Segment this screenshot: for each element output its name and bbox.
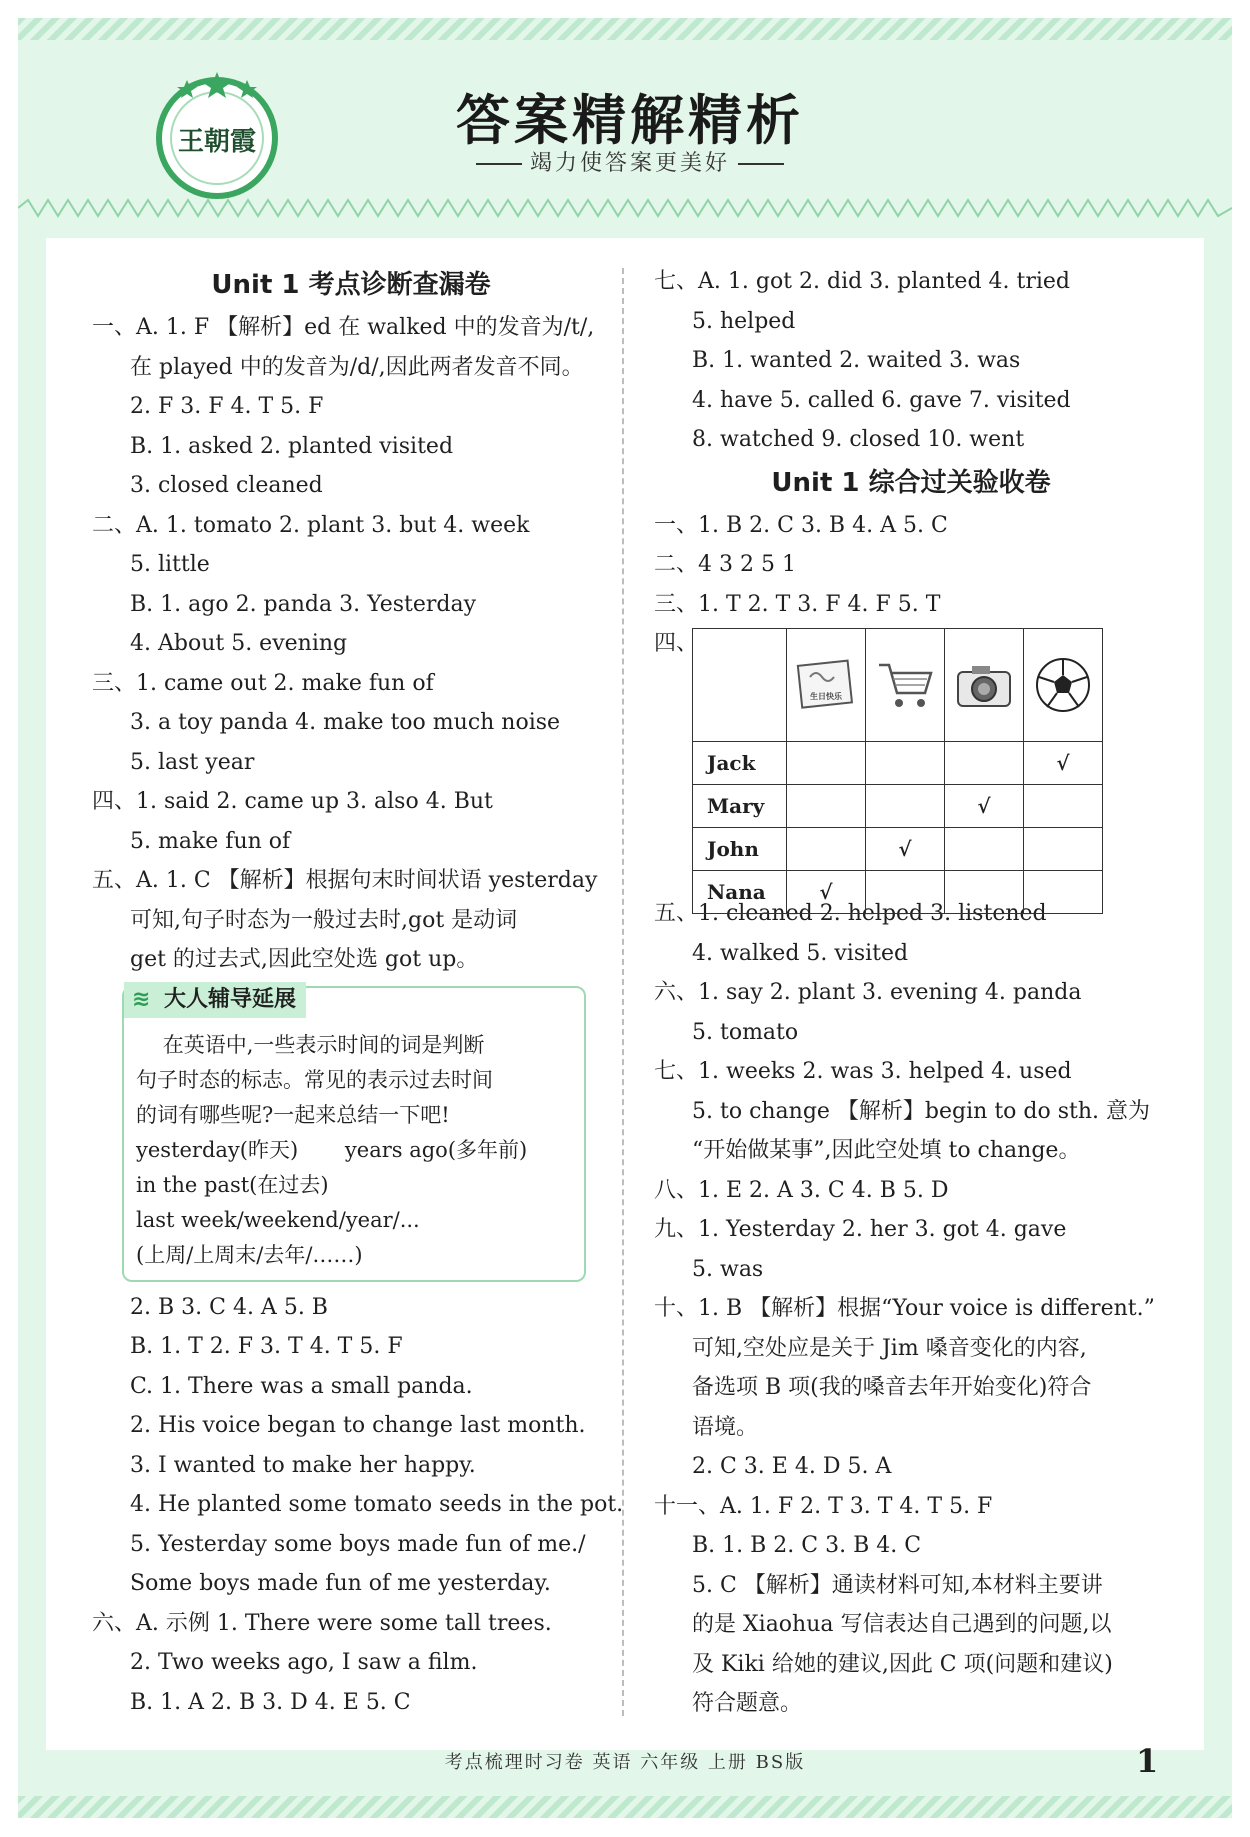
check-cell [1024, 871, 1103, 914]
svg-text:生日快乐: 生日快乐 [810, 691, 842, 701]
answer-line: 3. I wanted to make her happy. [130, 1452, 476, 1478]
answer-line: 5. to change 【解析】begin to do sth. 意为 [692, 1098, 1151, 1124]
table-corner [693, 629, 787, 742]
table-row [693, 742, 1103, 785]
answer-line: 在 played 中的发音为/d/,因此两者发音不同。 [130, 354, 584, 380]
page-number: 1 [1136, 1742, 1159, 1780]
answer-line: 4. He planted some tomato seeds in the pot. [130, 1492, 624, 1517]
wave-icon: ≋ [132, 986, 151, 1012]
answer-line: 的是 Xiaohua 写信表达自己遇到的问题,以 [692, 1612, 1112, 1637]
answer-line: 5. last year [130, 749, 255, 775]
answer-line: B. 1. wanted 2. waited 3. was [692, 348, 1021, 373]
answer-line: 三、1. came out 2. make fun of [92, 670, 434, 696]
answer-line: 十一、A. 1. F 2. T 3. T 4. T 5. F [654, 1493, 993, 1519]
page-footer: 考点梳理时习卷 英语 六年级 上册 BS版 [444, 1752, 806, 1773]
camera-icon [954, 660, 1014, 710]
tip-line: last week/weekend/year/... [136, 1207, 420, 1232]
tip-body [136, 1028, 574, 1273]
card-cell [787, 629, 866, 742]
check-cell: √ [787, 871, 866, 914]
answer-line: 五、1. cleaned 2. helped 3. listened [654, 901, 1047, 926]
answer-line: 2. B 3. C 4. A 5. B [130, 1294, 328, 1320]
answer-line: 5. Yesterday some boys made fun of me./ [130, 1531, 586, 1557]
answer-line: get 的过去式,因此空处选 got up。 [130, 947, 479, 972]
answer-line: 5. tomato [692, 1019, 799, 1045]
check-cell [866, 871, 945, 914]
check-cell [1024, 785, 1103, 828]
answer-line: 3. a toy panda 4. make too much noise [130, 710, 561, 735]
table-row [693, 828, 1103, 871]
tip-line: 句子时态的标志。常见的表示过去时间 [136, 1067, 493, 1092]
check-cell [787, 828, 866, 871]
tip-line: in the past(在过去) [136, 1172, 329, 1197]
answer-line: 十、1. B 【解析】根据“Your voice is different.” [654, 1296, 1155, 1321]
answer-line: 2. F 3. F 4. T 5. F [130, 394, 324, 419]
answer-list-right-3 [654, 894, 1168, 1724]
table-row [693, 871, 1103, 914]
check-cell [1024, 828, 1103, 871]
cart-cell [866, 629, 945, 742]
answer-line: 5. C 【解析】通读材料可知,本材料主要讲 [692, 1572, 1103, 1598]
check-cell: √ [1024, 742, 1103, 785]
left-column [92, 262, 624, 1722]
top-stripe [18, 18, 1232, 40]
table-row [693, 785, 1103, 828]
football-icon [1033, 655, 1093, 715]
answer-line: 4. About 5. evening [130, 631, 348, 656]
section-title-unit1-diagnosis: Unit 1 考点诊断查漏卷 [211, 270, 491, 300]
answer-line: 5. make fun of [130, 828, 291, 854]
answer-line: 5. was [692, 1256, 764, 1282]
answer-line: C. 1. There was a small panda. [130, 1373, 473, 1399]
row-name: Mary [693, 785, 787, 828]
row-name: John [693, 828, 787, 871]
camera-cell [945, 629, 1024, 742]
row-name: Nana [693, 871, 787, 914]
answer-line: 二、4 3 2 5 1 [654, 552, 796, 577]
svg-text:王朝霞: 王朝霞 [177, 127, 257, 157]
answer-line: 4. have 5. called 6. gave 7. visited [692, 387, 1071, 413]
answer-line: 3. closed cleaned [130, 473, 323, 498]
check-cell [945, 828, 1024, 871]
answer-line: B. 1. A 2. B 3. D 4. E 5. C [130, 1689, 411, 1715]
answer-line: “开始做某事”,因此空处填 to change。 [692, 1138, 1081, 1163]
matching-table-block [654, 624, 1168, 904]
matching-table [692, 628, 1103, 914]
table-header-row [693, 629, 1103, 742]
answer-line: 4. walked 5. visited [692, 940, 909, 966]
answer-line: 六、A. 示例 1. There were some tall trees. [92, 1610, 552, 1636]
zigzag-top [18, 198, 1232, 218]
answer-line: 七、A. 1. got 2. did 3. planted 4. tried [654, 269, 1071, 294]
tip-line: 在英语中,一些表示时间的词是判断 [136, 1032, 485, 1057]
answer-line: 一、A. 1. F 【解析】ed 在 walked 中的发音为/t/, [92, 315, 595, 340]
tip-line: (上周/上周末/去年/……) [136, 1242, 363, 1267]
table-lead: 四、 [654, 631, 699, 656]
answer-line: 2. C 3. E 4. D 5. A [692, 1454, 892, 1479]
answer-line: 5. helped [692, 308, 796, 334]
answer-line: B. 1. asked 2. planted visited [130, 433, 454, 459]
tip-title-text: 大人辅导延展 [164, 986, 297, 1012]
check-cell [866, 785, 945, 828]
brand-logo [152, 70, 282, 200]
answer-line: 三、1. T 2. T 3. F 4. F 5. T [654, 591, 941, 617]
answer-line: 可知,空处应是关于 Jim 嗓音变化的内容, [692, 1335, 1087, 1361]
check-cell: √ [945, 785, 1024, 828]
answer-list-left [92, 308, 610, 980]
answer-line: 四、1. said 2. came up 3. also 4. But [92, 789, 493, 814]
check-cell: √ [866, 828, 945, 871]
row-name: Jack [693, 742, 787, 785]
bottom-stripe [18, 1796, 1232, 1818]
tip-title [124, 982, 306, 1018]
answer-line: 5. little [130, 552, 210, 577]
answer-line: Some boys made fun of me yesterday. [130, 1571, 551, 1596]
answer-list-left-2 [92, 1288, 624, 1723]
answer-line: 六、1. say 2. plant 3. evening 4. panda [654, 980, 1082, 1005]
answer-line: B. 1. T 2. F 3. T 4. T 5. F [130, 1334, 403, 1359]
answer-line: B. 1. ago 2. panda 3. Yesterday [130, 591, 477, 617]
answer-line: 2. His voice began to change last month. [130, 1413, 586, 1438]
tip-line: yesterday(昨天) years ago(多年前) [136, 1137, 528, 1162]
answer-line: 可知,句子时态为一般过去时,got 是动词 [130, 907, 518, 933]
answer-line: 语境。 [692, 1414, 759, 1440]
answer-line: 九、1. Yesterday 2. her 3. got 4. gave [654, 1217, 1067, 1242]
answer-line: 及 Kiki 给她的建议,因此 C 项(问题和建议) [692, 1651, 1113, 1677]
check-cell [945, 742, 1024, 785]
answer-line: 备选项 B 项(我的嗓音去年开始变化)符合 [692, 1375, 1092, 1400]
answer-line: 二、A. 1. tomato 2. plant 3. but 4. week [92, 512, 530, 538]
answer-line: 符合题意。 [692, 1691, 803, 1716]
page-subtitle: 竭力使答案更美好 [440, 146, 820, 177]
answer-line: 一、1. B 2. C 3. B 4. A 5. C [654, 512, 948, 538]
ball-cell [1024, 629, 1103, 742]
tip-box [122, 986, 586, 1282]
answer-line: B. 1. B 2. C 3. B 4. C [692, 1533, 922, 1558]
answer-list-right-2 [654, 506, 1168, 625]
page-title: 答案精解精析 [456, 89, 804, 152]
section-title-unit1-review: Unit 1 综合过关验收卷 [771, 467, 1051, 498]
right-column [654, 262, 1168, 1724]
answer-list-right [654, 262, 1168, 460]
answer-line: 八、1. E 2. A 3. C 4. B 5. D [654, 1177, 949, 1203]
answer-line: 五、A. 1. C 【解析】根据句末时间状语 yesterday [92, 868, 598, 893]
answer-line: 2. Two weeks ago, I saw a film. [130, 1650, 478, 1675]
check-cell [945, 871, 1024, 914]
check-cell [787, 785, 866, 828]
check-cell [866, 742, 945, 785]
answer-line: 七、1. weeks 2. was 3. helped 4. used [654, 1059, 1072, 1084]
tip-line: 的词有哪些呢?一起来总结一下吧! [136, 1102, 450, 1127]
shopping-cart-icon [875, 655, 935, 715]
check-cell [787, 742, 866, 785]
birthday-card-icon [796, 657, 856, 713]
answer-line: 8. watched 9. closed 10. went [692, 427, 1025, 452]
